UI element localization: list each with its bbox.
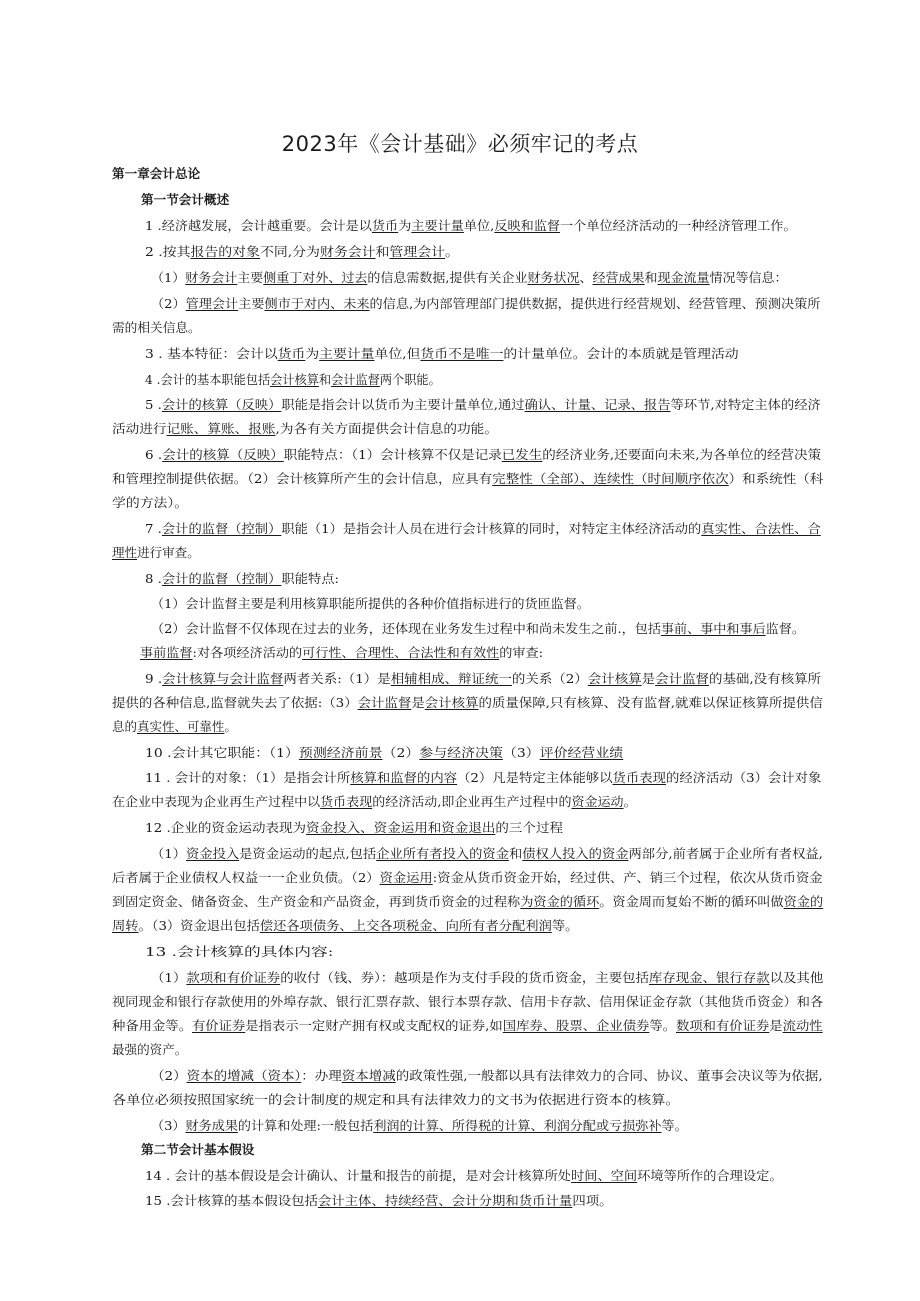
underlined-term: 真实性、合法性、合	[701, 521, 821, 536]
text-line	[112, 1092, 680, 1108]
underlined-term: 偿还各项债务、上交各项税金、向所有者分配利润	[259, 918, 552, 933]
underlined-term: 会计的核算（反映）	[161, 397, 282, 412]
text-run: 的计量单位。会计的本质就是管理活动	[503, 346, 739, 361]
underlined-term: 款项和有价证券	[186, 970, 281, 985]
underlined-term: 库存现金、银行存款	[648, 970, 770, 985]
text-line	[145, 218, 797, 234]
underlined-term: 反映和监督	[494, 218, 561, 233]
underlined-term: 事前、事中和事后	[660, 621, 766, 636]
text-line	[112, 994, 823, 1010]
underlined-term: 资金投入、资金运用和资金退出	[306, 820, 496, 835]
underlined-term: 会计核算	[587, 671, 642, 686]
text-run: 的质量保障,只有核算、没有监督,就难以保证核算所提供信	[478, 695, 823, 710]
underlined-term: 理性	[112, 545, 138, 560]
text-run: （1）会计监督主要是利用核算职能所提供的各种价值指标进行的货匝监督。	[151, 596, 590, 611]
text-line	[145, 745, 623, 761]
underlined-term: 利润的计算、所得税的计算、利润分配或亏损弥补	[373, 1118, 662, 1133]
text-line	[112, 1018, 823, 1034]
text-run: 两者关系:（1）是	[283, 671, 391, 686]
text-run: 情况等信息：	[709, 270, 788, 285]
text-line	[151, 296, 820, 312]
text-run: （2）	[382, 745, 420, 760]
text-run: 和	[318, 372, 332, 387]
text-run: 职能（1）是指会计人员在进行会计核算的同时，对特定主体经济活动的	[281, 521, 702, 536]
text-run: 。（3）资金退出包括	[138, 918, 260, 933]
underlined-term: 会计的监督（控制）	[161, 521, 282, 536]
text-run: 3 . 基本特征：会计以	[145, 346, 278, 361]
underlined-term: 有价证券	[191, 1018, 246, 1033]
text-run: 7 .	[145, 521, 162, 536]
text-run: 2 .按其	[145, 244, 191, 259]
text-line	[151, 270, 788, 286]
underlined-term: 记账、算账、报账	[166, 421, 276, 436]
text-run: 的关系（2）	[511, 671, 588, 686]
text-run: 11 . 会计的对象：（1）是指会计所	[145, 770, 351, 785]
underlined-term: 时间、空间	[571, 1168, 638, 1183]
text-line	[112, 870, 823, 886]
text-run: 10 .会计其它职能：（1）	[145, 745, 299, 760]
section-heading	[141, 192, 229, 208]
underlined-term: 资本增减	[341, 1068, 396, 1083]
underlined-term: 货币表现	[612, 770, 666, 785]
underlined-term: 可行性、合理性、合法性和有效性	[302, 645, 500, 660]
text-run: 的审查:	[499, 645, 544, 660]
text-run: （2）会计监督不仅体现在过去的业务，还体现在业务发生过程中和尚未发生之前.，包括	[151, 621, 661, 636]
text-line	[112, 495, 188, 511]
text-run: 的收付（钱、券）：越项是作为支付手段的货币资金，主要包括	[280, 970, 649, 985]
underlined-term: 管理会计	[185, 296, 239, 311]
underlined-term: 为资金的循环	[520, 894, 600, 909]
text-line	[112, 320, 201, 336]
underlined-term: 周转	[112, 918, 139, 933]
text-run: 的信息需数据,提供有关企业	[367, 270, 528, 285]
text-run: 15 .会计核算的基本假设包括	[145, 1193, 318, 1208]
text-run: 主要	[237, 270, 264, 285]
underlined-term: 会计的核算（反映）	[162, 447, 284, 462]
text-run: 。资金周而复始不断的循环叫做	[599, 894, 784, 909]
text-run: 8 .	[145, 571, 162, 586]
text-run: 14 . 会计的基本假设是会计确认、计量和报告的前提，是对会计核算所处	[145, 1168, 572, 1183]
underlined-term: 财务会计	[185, 270, 238, 285]
underlined-term: 会计监督	[655, 671, 709, 686]
text-run: 。	[623, 794, 637, 809]
underlined-term: 资本的增减（资本）	[186, 1068, 302, 1083]
text-run: （1）	[151, 846, 187, 861]
text-run: 和	[508, 846, 523, 861]
text-run: 主要	[238, 296, 265, 311]
underlined-term: 会计的监督（控制）	[161, 571, 282, 586]
text-run: 第二节会计基本假设	[141, 1142, 255, 1157]
text-run: 需的相关信息。	[112, 320, 201, 335]
underlined-term: 货币表现	[320, 794, 373, 809]
underlined-term: 评价经营业绩	[539, 745, 624, 760]
underlined-term: 流动性	[782, 1018, 823, 1033]
text-run: 第一节会计概述	[141, 192, 230, 207]
underlined-term: 侧市于对内、未来	[264, 296, 370, 311]
underlined-term: 财务成果	[185, 1118, 238, 1133]
text-line	[151, 970, 823, 986]
underlined-term: 核算和监督的内容	[350, 770, 458, 785]
text-run: 1 .经济越发展，会计越重要。会计是以	[145, 218, 372, 233]
text-run: 是	[769, 1018, 783, 1033]
text-run: 、	[579, 270, 593, 285]
text-run: 环境等所作的合理设定。	[637, 1168, 783, 1183]
text-line	[112, 794, 637, 810]
text-run: 种备用金等。	[112, 1018, 192, 1033]
text-line	[145, 397, 821, 413]
text-run: 职能特点：（1）会计核算不仅是记录	[283, 447, 502, 462]
text-run: 为	[398, 218, 412, 233]
text-run: 等。	[551, 918, 579, 933]
text-line	[145, 244, 459, 260]
underlined-term: 主要计量	[411, 218, 464, 233]
text-line	[145, 372, 441, 388]
text-line	[145, 671, 821, 687]
text-line	[151, 621, 805, 637]
underlined-term: 财务会计	[319, 244, 376, 259]
underlined-term: 资金投入	[186, 846, 240, 861]
underlined-term: 货币不是唯一	[420, 346, 504, 361]
underlined-term: 侧重丁对外、过去	[263, 270, 368, 285]
text-run: 单位,	[463, 218, 495, 233]
underlined-term: 管理会计	[389, 244, 446, 259]
text-run: 职能特点:	[281, 571, 340, 586]
text-run: 单位,但	[374, 346, 421, 361]
text-run: 各单位必须按照国家统一的会计制度的规定和具有法律效力的文书为依据进行资本的核算。	[112, 1092, 680, 1107]
text-run: ,为各有关方面提供会计信息的功能。	[275, 421, 498, 436]
underlined-term: 资金运用	[379, 870, 433, 885]
text-run: 的计算和处理:一般包括	[237, 1118, 374, 1133]
text-run: 进行审查。	[137, 545, 200, 560]
text-run: 监督。	[765, 621, 805, 636]
text-line	[140, 645, 543, 661]
text-run: 的信息,为内部管理部门提供数据，提供进行经营规划、经营管理、预测决策所	[369, 296, 821, 311]
text-run: 的基础,没有核算所	[708, 671, 822, 686]
underlined-term: 财务状况	[527, 270, 580, 285]
underlined-term: 确认、计量、记录、报告	[524, 397, 671, 412]
underlined-term: 货币	[277, 346, 306, 361]
text-line	[145, 770, 821, 786]
text-run: （1）	[151, 970, 187, 985]
text-line	[145, 1168, 783, 1184]
underlined-term: 完整性（全部）、连续性（时间顺序依次	[492, 471, 729, 486]
text-run: 职能是指会计以货币为主要计量单位,通过	[281, 397, 525, 412]
text-run: 4 .会计的基本职能包括	[145, 372, 271, 387]
text-run: 5 .	[145, 397, 162, 412]
text-line	[112, 894, 823, 910]
text-run: 是	[411, 695, 425, 710]
text-run: 息的	[112, 719, 137, 734]
underlined-term: 相辅相成、辩证统一	[390, 671, 512, 686]
text-run: 的政策性强,一般都以具有法律效力的合同、协议、董事会决议等为依据,	[395, 1068, 823, 1083]
text-line	[112, 719, 237, 735]
underlined-term: 现金流量	[657, 270, 710, 285]
text-run: 和	[644, 270, 658, 285]
underlined-term: 预测经济前景	[298, 745, 383, 760]
text-run: 是资金运动的起点,包括	[239, 846, 377, 861]
text-line	[145, 1193, 612, 1209]
underlined-term: 事前监督	[140, 645, 193, 660]
underlined-term: 资金运动	[571, 794, 624, 809]
text-run: （3）	[502, 745, 540, 760]
text-line	[112, 545, 200, 561]
text-line	[151, 1118, 688, 1134]
text-run: 9 .	[145, 671, 163, 686]
underlined-term: 国库券、股票、企业债券	[502, 1018, 650, 1033]
text-line	[145, 447, 821, 463]
text-run: 的经济活动（3）会计对象	[665, 770, 822, 785]
text-line	[145, 820, 563, 836]
text-run: （2）	[151, 296, 186, 311]
text-line	[151, 846, 823, 862]
text-line	[112, 918, 578, 934]
section-heading	[141, 1142, 254, 1158]
text-run: （2）	[151, 1068, 187, 1083]
text-run: 等。	[649, 1018, 677, 1033]
text-run: 等。	[661, 1118, 688, 1133]
text-run: 视同现金和银行存款使用的外埠存款、银行汇票存款、银行本票存款、信用卡存款、信用保证金存款（其他货币资金）和各	[112, 994, 824, 1009]
text-run: 的经济业务,还要面向未来,为各单位的经营决策	[542, 447, 822, 462]
document-title: 2023年《会计基础》必须牢记的考点	[281, 132, 639, 156]
text-run: 为	[305, 346, 320, 361]
text-run: （1）	[151, 270, 186, 285]
text-run: 活动进行	[112, 421, 167, 436]
text-run: :对各项经济活动的	[192, 645, 303, 660]
underlined-term: 主要计量	[319, 346, 375, 361]
text-run: 以及其他	[769, 970, 824, 985]
text-run: 的经济活动,即企业再生产过程中的	[372, 794, 572, 809]
text-run: 13 .会计核算的具体内容:	[145, 944, 334, 959]
text-run: 12 .企业的资金运动表现为	[145, 820, 307, 835]
underlined-term: 报告的对象	[190, 244, 260, 259]
underlined-term: 真实性、可靠性	[136, 719, 225, 734]
underlined-term: 会计主体、持续经营、会计分期和货币计量	[317, 1193, 573, 1208]
text-run: :资金从货币资金开始，经过供、产、销三个过程，依次从货币资金	[432, 870, 823, 885]
underlined-term: 资金的	[783, 894, 824, 909]
underlined-term: 企业所有者投入的资金	[376, 846, 509, 861]
text-run: 最强的资产。	[112, 1042, 188, 1057]
text-run: 和	[375, 244, 390, 259]
text-run: 提供的各种信息,监督就失去了依据:（3）	[112, 695, 358, 710]
text-run: （3）	[151, 1118, 186, 1133]
text-line	[112, 1042, 187, 1058]
text-run: 和管理控制提供依据。（2）会计核算所产生的会计信息，应具有	[112, 471, 493, 486]
text-run: 是	[641, 671, 656, 686]
text-line	[145, 571, 339, 587]
text-run: 第一章会计总论	[112, 166, 201, 181]
text-run: 在企业中表现为企业再生产过程中以	[112, 794, 321, 809]
text-line	[112, 421, 498, 437]
text-line	[112, 471, 823, 487]
underlined-term: 参与经济决策	[419, 745, 503, 760]
text-run: 是指表示一定财产拥有权或支配权的证券,如	[245, 1018, 503, 1033]
text-line	[151, 596, 590, 612]
text-line	[151, 1068, 823, 1084]
text-run: ：办理	[301, 1068, 342, 1083]
underlined-term: 数项和有价证券	[676, 1018, 770, 1033]
text-run: 不同,分为	[259, 244, 320, 259]
underlined-term: 经营成果	[592, 270, 645, 285]
text-run: 两部分,前者属于企业所有者权益,	[628, 846, 823, 861]
text-run: 一个单位经济活动的一种经济管理工作。	[560, 218, 797, 233]
underlined-term: 会计核算与会计监督	[162, 671, 284, 686]
text-run: 学的方法）。	[112, 495, 189, 510]
text-run: 等环节,对特定主体的经济	[670, 397, 821, 412]
text-run: 到固定资金、储备资金、生产资金和产品资金，再到货币资金的过程称	[112, 894, 521, 909]
text-run: 。	[224, 719, 237, 734]
underlined-term: 会计核算	[424, 695, 479, 710]
text-run: 。	[445, 244, 459, 259]
underlined-term: 货币	[371, 218, 399, 233]
underlined-term: 会计核算	[270, 372, 319, 387]
text-line	[145, 944, 333, 960]
text-line	[145, 346, 739, 362]
text-line	[145, 521, 821, 537]
text-run: 四项。	[572, 1193, 613, 1208]
text-run: 6 .	[145, 447, 163, 462]
text-run: 的三个过程	[495, 820, 563, 835]
underlined-term: 已发生	[501, 447, 543, 462]
text-run: （2）凡是特定主体能够以	[457, 770, 613, 785]
chapter-heading	[112, 166, 200, 182]
text-run: 后者属于企业债权人权益一一企业负债。（2）	[112, 870, 380, 885]
text-run: ）和系统性（科	[728, 471, 824, 486]
underlined-term: 会计监督	[331, 372, 380, 387]
underlined-term: 会计监督	[357, 695, 412, 710]
text-line	[112, 695, 823, 711]
underlined-term: 债权人投入的资金	[522, 846, 629, 861]
text-run: 两个职能。	[379, 372, 441, 387]
